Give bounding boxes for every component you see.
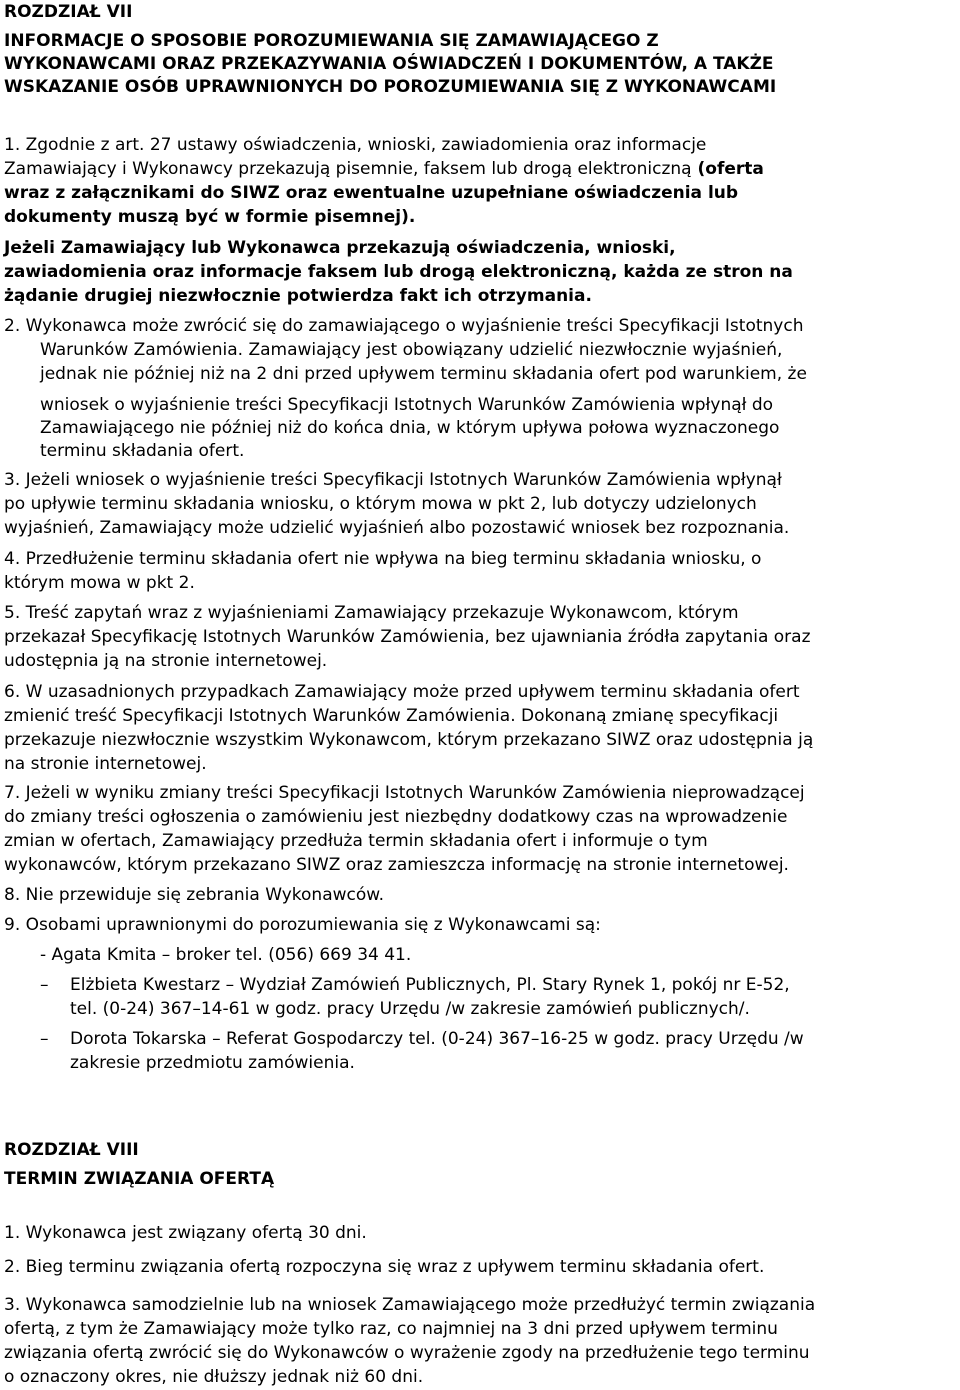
paragraph-line — [4, 157, 954, 181]
paragraph-line: o oznaczony okres, nie dłuższy jednak niż 60 dni. — [4, 1367, 424, 1387]
paragraph-line: 2. Wykonawca może zwrócić się do zamawiającego o wyjaśnienie treści Specyfikacji Istotnych — [4, 316, 804, 336]
paragraph-line: zmian w ofertach, Zamawiający przedłuża termin składania ofert i informuje o tym — [4, 831, 708, 851]
paragraph-line: Warunków Zamówienia. Zamawiający jest obowiązany udzielić niezwłocznie wyjaśnień, — [40, 340, 783, 360]
paragraph-line: zawiadomienia oraz informacje faksem lub drogą elektroniczną, każda ze stron na — [4, 262, 793, 282]
paragraph-line: ofertą, z tym że Zamawiający może tylko raz, co najmniej na 3 dni przed upływem terminu — [4, 1319, 778, 1339]
paragraph-line: wykonawców, którym przekazano SIWZ oraz zamieszcza informację na stronie internetowej. — [4, 855, 789, 875]
paragraph-line: 3. Wykonawca samodzielnie lub na wniosek Zamawiającego może przedłużyć termin związania — [4, 1295, 816, 1315]
paragraph-line: 1. Wykonawca jest związany ofertą 30 dni. — [4, 1223, 367, 1243]
contact-item: Dorota Tokarska – Referat Gospodarczy tel. (0-24) 367–16-25 w godz. pracy Urzędu /w — [70, 1029, 804, 1049]
paragraph-line: związania ofertą zwrócić się do Wykonawców o wyrażenie zgody na przedłużenie tego terminu — [4, 1343, 810, 1363]
text-run-bold: (oferta — [691, 159, 764, 179]
list-dash: – — [40, 975, 49, 995]
paragraph-line: na stronie internetowej. — [4, 754, 207, 774]
paragraph-line: 7. Jeżeli w wyniku zmiany treści Specyfikacji Istotnych Warunków Zamówienia nieprowadzącej — [4, 783, 805, 803]
contact-item: - Agata Kmita – broker tel. (056) 669 34 41. — [40, 945, 412, 965]
paragraph-line: 6. W uzasadnionych przypadkach Zamawiający może przed upływem terminu składania ofert — [4, 682, 800, 702]
paragraph-line: Jeżeli Zamawiający lub Wykonawca przekazują oświadczenia, wnioski, — [4, 238, 676, 258]
paragraph-line: 1. Zgodnie z art. 27 ustawy oświadczenia, wnioski, zawiadomienia oraz informacje — [4, 135, 707, 155]
paragraph-line: wraz z załącznikami do SIWZ oraz ewentualne uzupełniane oświadczenia lub — [4, 183, 739, 203]
paragraph-line: zmienić treść Specyfikacji Istotnych Warunków Zamówienia. Dokonaną zmianę specyfikacji — [4, 706, 779, 726]
paragraph-line: wyjaśnień, Zamawiający może udzielić wyjaśnień albo pozostawić wniosek bez rozpoznania. — [4, 518, 790, 538]
contact-item-cont: zakresie przedmiotu zamówienia. — [70, 1053, 355, 1073]
paragraph-line: 2. Bieg terminu związania ofertą rozpoczyna się wraz z upływem terminu składania ofert. — [4, 1257, 765, 1277]
paragraph-line: 4. Przedłużenie terminu składania ofert nie wpływa na bieg terminu składania wniosku, o — [4, 549, 762, 569]
list-dash: – — [40, 1029, 49, 1049]
paragraph-line: po upływie terminu składania wniosku, o którym mowa w pkt 2, lub dotyczy udzielonych — [4, 494, 757, 514]
paragraph-line: udostępnia ją na stronie internetowej. — [4, 651, 328, 671]
paragraph-line: do zmiany treści ogłoszenia o zamówieniu jest niezbędny dodatkowy czas na wprowadzenie — [4, 807, 788, 827]
chapter-heading: ROZDZIAŁ VIII — [4, 1140, 139, 1160]
paragraph-line: 5. Treść zapytań wraz z wyjaśnieniami Zamawiający przekazuje Wykonawcom, którym — [4, 603, 739, 623]
chapter-title-line: WYKONAWCAMI ORAZ PRZEKAZYWANIA OŚWIADCZEŃ I DOKUMENTÓW, A TAKŻE — [4, 54, 774, 74]
chapter-title-line: WSKAZANIE OSÓB UPRAWNIONYCH DO POROZUMIEWANIA SIĘ Z WYKONAWCAMI — [4, 77, 777, 97]
paragraph-line: żądanie drugiej niezwłocznie potwierdza fakt ich otrzymania. — [4, 286, 592, 306]
chapter-heading: ROZDZIAŁ VII — [4, 2, 133, 22]
contact-item: Elżbieta Kwestarz – Wydział Zamówień Publicznych, Pl. Stary Rynek 1, pokój nr E-52, — [70, 975, 790, 995]
paragraph-line: dokumenty muszą być w formie pisemnej). — [4, 207, 416, 227]
paragraph-line: 9. Osobami uprawnionymi do porozumiewania się z Wykonawcami są: — [4, 915, 601, 935]
chapter-title: TERMIN ZWIĄZANIA OFERTĄ — [4, 1169, 275, 1189]
paragraph-line: przekazuje niezwłocznie wszystkim Wykonawcom, którym przekazano SIWZ oraz udostępnia ją — [4, 730, 814, 750]
paragraph-line: terminu składania ofert. — [40, 441, 245, 461]
paragraph-line: którym mowa w pkt 2. — [4, 573, 195, 593]
paragraph-line: 8. Nie przewiduje się zebrania Wykonawców. — [4, 885, 385, 905]
contact-item-cont: tel. (0-24) 367–14-61 w godz. pracy Urzędu /w zakresie zamówień publicznych/. — [70, 999, 750, 1019]
paragraph-line: 3. Jeżeli wniosek o wyjaśnienie treści Specyfikacji Istotnych Warunków Zamówienia wpłynął — [4, 470, 782, 490]
paragraph-line: Zamawiającego nie później niż do końca dnia, w którym upływa połowa wyznaczonego — [40, 418, 780, 438]
paragraph-line: wniosek o wyjaśnienie treści Specyfikacji Istotnych Warunków Zamówienia wpłynął do — [40, 395, 774, 415]
text-run: Zamawiający i Wykonawcy przekazują pisemnie, faksem lub drogą elektroniczną — [4, 159, 692, 179]
paragraph-line: przekazał Specyfikację Istotnych Warunków Zamówienia, bez ujawniania źródła zapytania oraz — [4, 627, 811, 647]
paragraph-line: jednak nie później niż na 2 dni przed upływem terminu składania ofert pod warunkiem, że — [40, 364, 807, 384]
chapter-title-line: INFORMACJE O SPOSOBIE POROZUMIEWANIA SIĘ ZAMAWIAJĄCEGO Z — [4, 31, 659, 51]
